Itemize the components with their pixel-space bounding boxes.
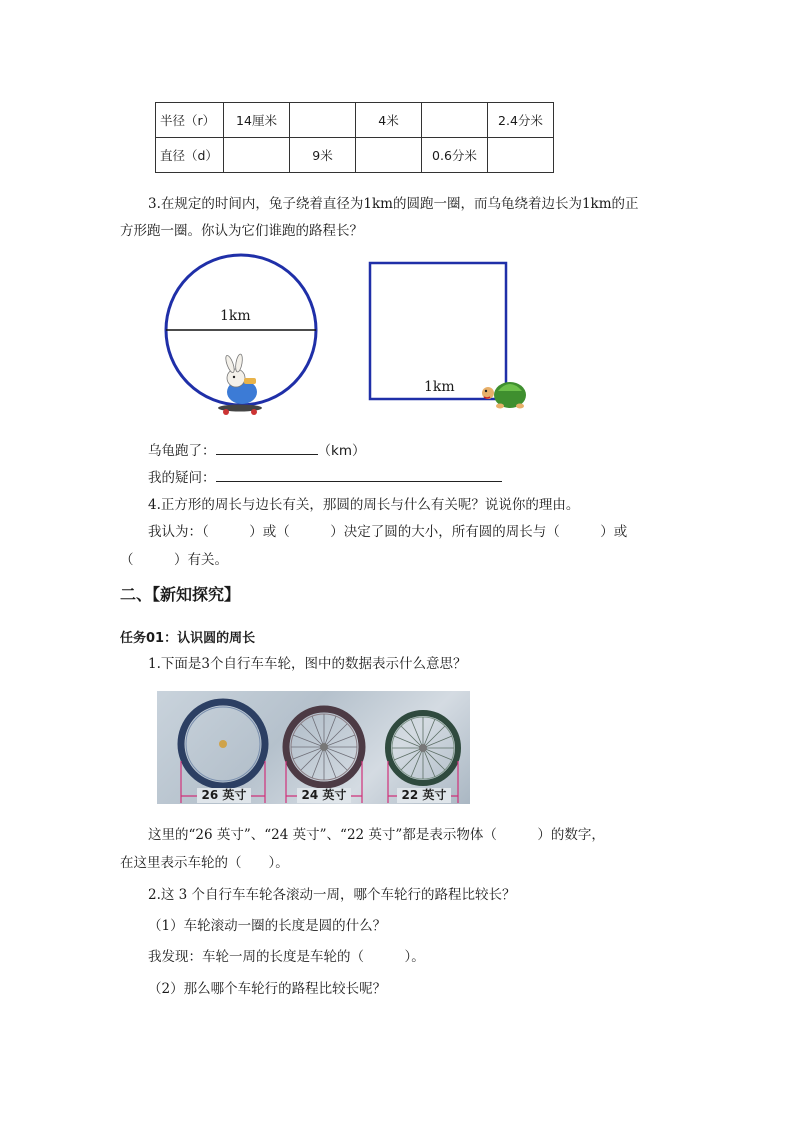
wheel-24-icon <box>286 709 362 785</box>
task-1-sub-question-2: （2）那么哪个车轮行的路程比较长呢？ <box>148 981 387 997</box>
table-header-cell: 半径（r） <box>156 103 224 138</box>
table-cell: 4米 <box>356 103 422 138</box>
wheel-label-24: 24 英寸 <box>301 788 347 802</box>
circle-diagram <box>160 252 330 424</box>
circle-diameter-label: 1km <box>220 308 251 324</box>
question-4-line-1: 4.正方形的周长与边长有关，那圆的周长与什么有关呢？说说你的理由。 <box>148 497 580 513</box>
table-cell: 2.4分米 <box>488 103 554 138</box>
tortoise-answer-blank[interactable] <box>216 441 318 455</box>
question-answer-blank[interactable] <box>216 468 502 482</box>
task-1-finding: 我发现：车轮一周的长度是车轮的（ ）。 <box>148 949 425 965</box>
table-cell <box>290 103 356 138</box>
question-3-line-1: 3.在规定的时间内，兔子绕着直径为1km的圆跑一圈，而乌龟绕着边长为1km的正 <box>148 196 639 212</box>
table-cell <box>356 138 422 173</box>
table-cell <box>422 103 488 138</box>
wheel-label-26: 26 英寸 <box>201 788 247 802</box>
question-answer-label: 我的疑问： <box>148 470 216 486</box>
table-cell <box>488 138 554 173</box>
task-1-question-2: 2.这 3 个自行车车轮各滚动一周，哪个车轮行的路程比较长？ <box>148 887 516 903</box>
task-1-sub-question-1: （1）车轮滚动一圈的长度是圆的什么？ <box>148 918 387 934</box>
question-answer-line <box>148 468 502 487</box>
question-4-line-2: 我认为：（ ）或（ ）决定了圆的大小，所有圆的周长与（ ）或 <box>148 524 628 540</box>
task-title: 任务01：认识圆的周长 <box>120 631 256 646</box>
table-cell: 0.6分米 <box>422 138 488 173</box>
wheel-label-22: 22 英寸 <box>401 788 447 802</box>
bicycle-wheels-image <box>157 691 470 804</box>
tortoise-answer-unit: （km） <box>317 443 366 459</box>
rabbit-icon <box>218 354 262 415</box>
table-header-cell: 直径（d） <box>156 138 224 173</box>
table-row <box>156 103 554 138</box>
tortoise-answer-label: 乌龟跑了： <box>148 443 216 459</box>
task-1-paragraph-line-1: 这里的“26 英寸”、“24 英寸”、“22 英寸”都是表示物体（ ）的数字， <box>148 827 605 843</box>
task-1-question-1: 1.下面是3个自行车车轮，图中的数据表示什么意思？ <box>148 656 467 672</box>
table-cell <box>224 138 290 173</box>
section-title: 二、【新知探究】 <box>120 585 241 604</box>
table-cell: 9米 <box>290 138 356 173</box>
question-4-line-3: （ ）有关。 <box>120 552 228 568</box>
wheel-22-icon <box>388 713 458 783</box>
table-row <box>156 138 554 173</box>
task-1-paragraph-line-2: 在这里表示车轮的（ ）。 <box>120 855 289 871</box>
radius-diameter-table <box>155 102 554 173</box>
wheel-26-icon <box>181 702 265 786</box>
table-cell: 14厘米 <box>224 103 290 138</box>
question-3-line-2: 方形跑一圈。你认为它们谁跑的路程长？ <box>120 223 363 239</box>
tortoise-icon <box>482 382 526 409</box>
square-side-label: 1km <box>424 379 455 395</box>
tortoise-answer-line <box>148 441 365 460</box>
